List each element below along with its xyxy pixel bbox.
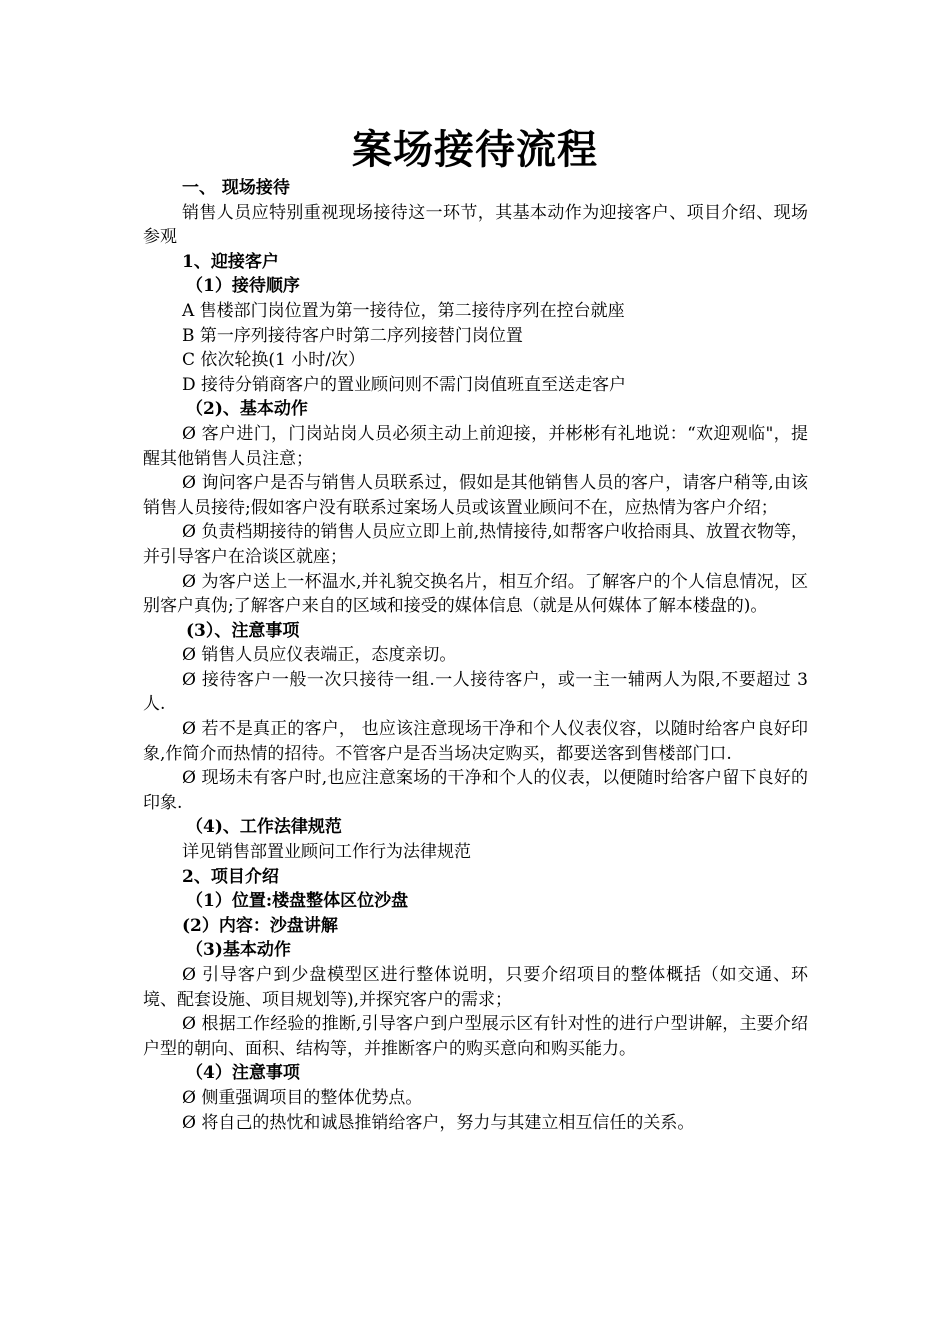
paragraph-order-a: A 售楼部门岗位置为第一接待位，第二接待序列在控台就座 [182,300,625,321]
document-title: 案场接待流程 [352,126,598,173]
document-body [143,176,808,1135]
paragraph-order-b: B 第一序列接待客户时第二序列接替门岗位置 [182,325,523,346]
paragraph-action-3: Ø 负责档期接待的销售人员应立即上前,热情接待,如帮客户收拾雨具、放置衣物等，并引导客户在洽谈区就座； [143,522,808,567]
paragraph-action-4: Ø 为客户送上一杯温水,并礼貌交换名片，相互介绍。了解客户的个人信息情况，区别客户真伪;了解客户来自的区域和接受的媒体信息（就是从何媒体了解本楼盘的)。 [143,571,808,617]
paragraph-note-2: Ø 接待客户一般一次只接待一组.一人接待客户，或一主一辅两人为限,不要超过 3 人. [143,669,808,715]
section-heading-reception: 一、 现场接待 [182,178,290,198]
item-heading-legal-norms: （4)、工作法律规范 [186,817,342,838]
paragraph-project-action-1: Ø 引导客户到少盘模型区进行整体说明，只要介绍项目的整体概括（如交通、环境、配套设施、项目规划等),并探究客户的需求； [143,965,808,1010]
paragraph-note-3: Ø 若不是真正的客户， 也应该注意现场干净和个人仪表仪容，以随时给客户良好印象,作简介而热情的招待。不管客户是否当场决定购买，都要送客到售楼部门口. [143,719,808,764]
item-heading-basic-actions: （2)、基本动作 [186,399,308,420]
paragraph-project-note-2: Ø 将自己的热忱和诚恳推销给客户，努力与其建立相互信任的关系。 [182,1112,695,1133]
paragraph-action-1: Ø 客户进门，门岗站岗人员必须主动上前迎接，并彬彬有礼地说：“欢迎观临"，提醒其他销售人员注意； [143,423,808,469]
subsection-heading-project: 2、项目介绍 [182,866,279,887]
paragraph-legal-norms: 详见销售部置业顾问工作行为法律规范 [182,842,471,863]
paragraph-order-d: D 接待分销商客户的置业顾问则不需门岗值班直至送走客户 [182,374,627,395]
item-heading-project-actions: （3)基本动作 [186,940,291,961]
item-heading-location: （1）位置:楼盘整体区位沙盘 [186,891,409,912]
paragraph-action-2: Ø 询问客户是否与销售人员联系过，假如是其他销售人员的客户，请客户稍等,由该销售人员接待;假如客户没有联系过案场人员或该置业顾问不在，应热情为客户介绍； [143,473,808,518]
paragraph-intro: 销售人员应特别重视现场接待这一环节，其基本动作为迎接客户、项目介绍、现场参观 [143,202,808,248]
paragraph-note-1: Ø 销售人员应仪表端正，态度亲切。 [182,645,457,666]
subsection-heading-greeting: 1、迎接客户 [182,251,279,272]
item-heading-notes: (3）、注意事项 [186,620,300,641]
item-heading-project-notes: （4）注意事项 [186,1063,300,1084]
item-heading-order: （1）接待顺序 [186,276,300,297]
paragraph-project-action-2: Ø 根据工作经验的推断,引导客户到户型展示区有针对性的进行户型讲解，主要介绍户型的朝向、面积、结构等，并推断客户的购买意向和购买能力。 [143,1014,808,1059]
paragraph-project-note-1: Ø 侧重强调项目的整体优势点。 [182,1087,423,1108]
paragraph-order-c: C 依次轮换(1 小时/次） [182,350,365,371]
item-heading-content: (2）内容：沙盘讲解 [182,915,338,936]
paragraph-note-4: Ø 现场未有客户时,也应注意案场的干净和个人的仪表，以便随时给客户留下良好的印象. [143,768,808,813]
